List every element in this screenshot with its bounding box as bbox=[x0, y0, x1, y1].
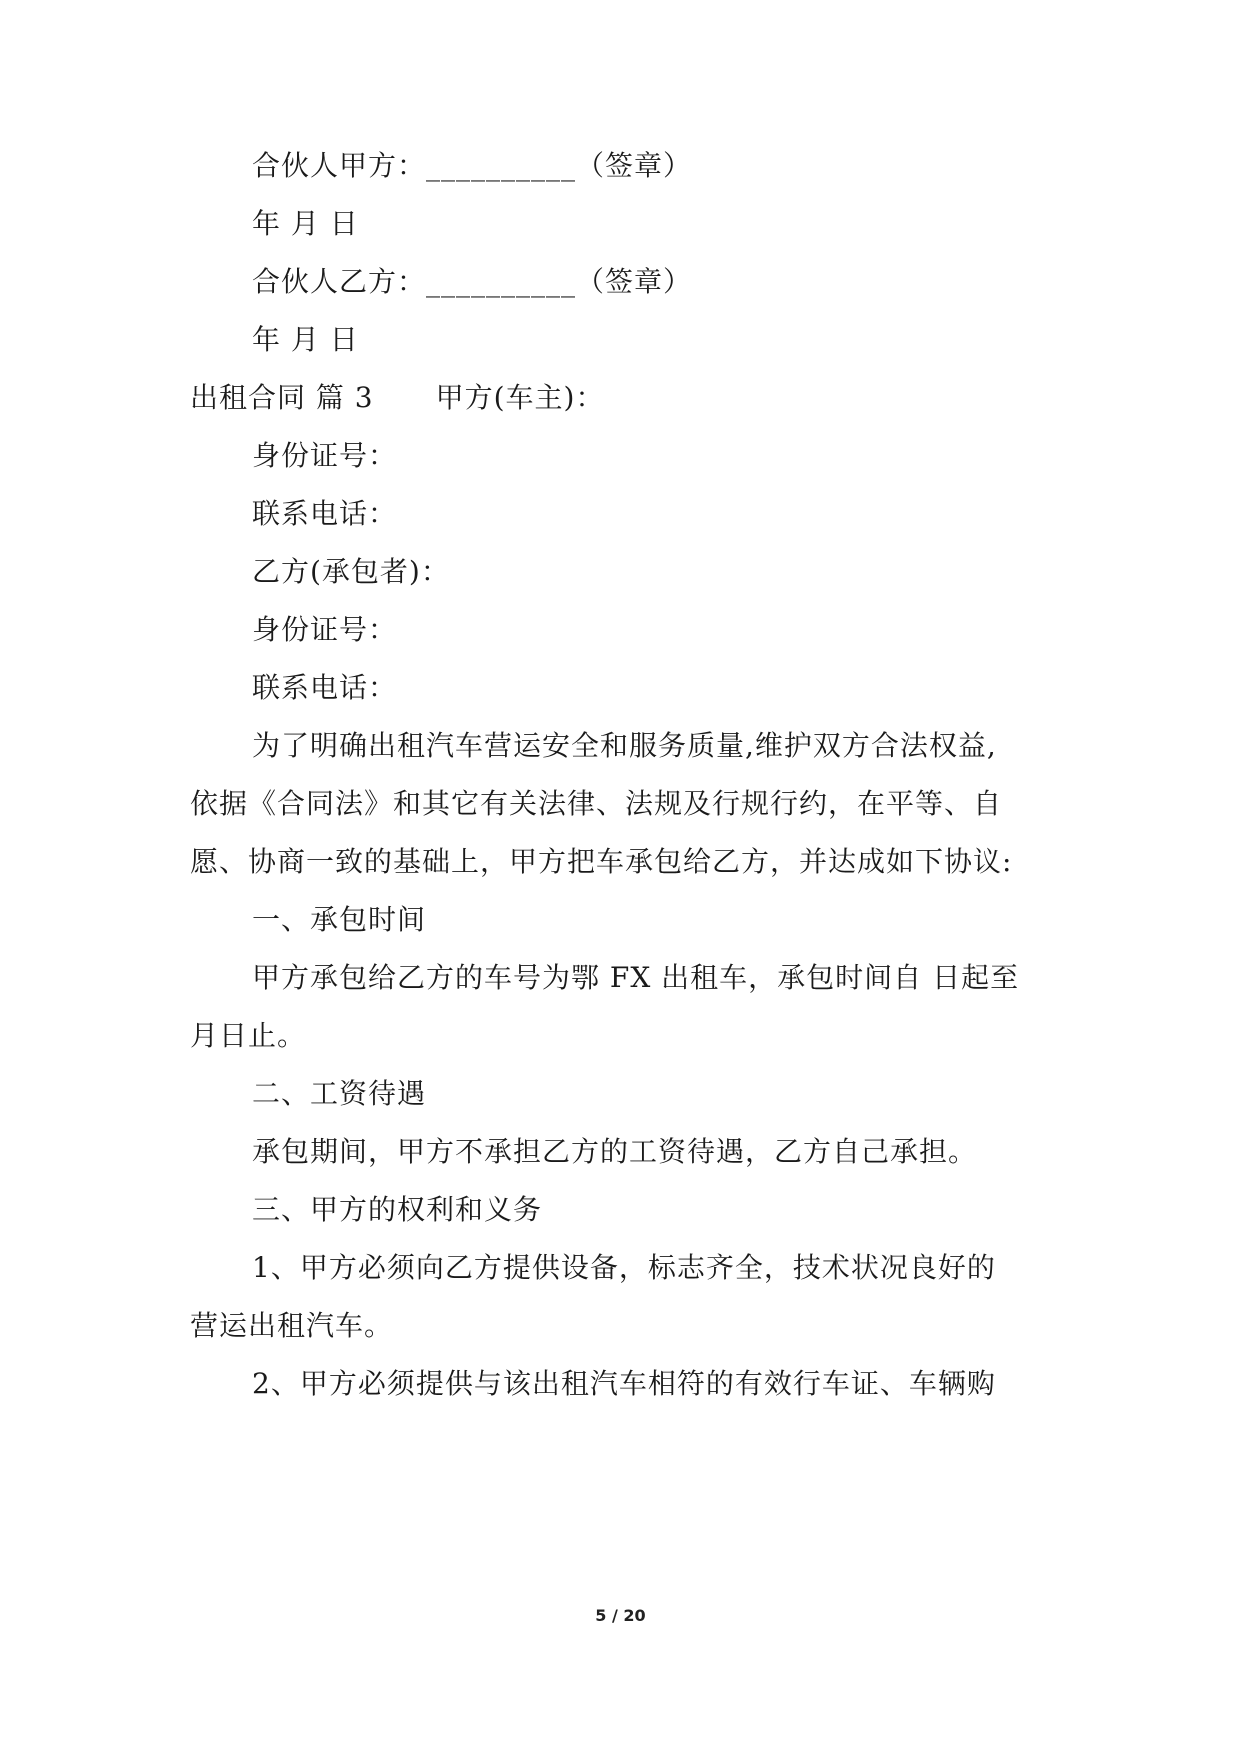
clause-heading-1: 一、承包时间 bbox=[252, 903, 427, 936]
signature-party-a: 合伙人甲方：__________（签章） bbox=[252, 149, 693, 182]
page-number: 5 / 20 bbox=[595, 1606, 646, 1625]
intro-line-2: 依据《合同法》和其它有关法律、法规及行规行约，在平等、自 bbox=[190, 787, 1003, 820]
signature-date-b: 年 月 日 bbox=[252, 323, 359, 356]
clause-1-line-2: 月日止。 bbox=[190, 1019, 307, 1052]
clause-2-text: 承包期间，甲方不承担乙方的工资待遇，乙方自己承担。 bbox=[252, 1135, 978, 1168]
section-heading-row bbox=[190, 378, 604, 418]
clause-1-line-1: 甲方承包给乙方的车号为鄂 FX 出租车，承包时间自 日起至 bbox=[252, 961, 1020, 994]
clause-heading-2: 二、工资待遇 bbox=[252, 1077, 427, 1110]
intro-line-1: 为了明确出租汽车营运安全和服务质量,维护双方合法权益, bbox=[252, 729, 997, 762]
field-phone-b: 联系电话： bbox=[252, 671, 398, 704]
clause-3-item-2-line-1: 2、甲方必须提供与该出租汽车相符的有效行车证、车辆购 bbox=[252, 1367, 996, 1400]
party-a-label: 甲方(车主)： bbox=[435, 381, 605, 414]
intro-line-3: 愿、协商一致的基础上，甲方把车承包给乙方，并达成如下协议: bbox=[190, 845, 1013, 878]
clause-heading-3: 三、甲方的权利和义务 bbox=[252, 1193, 543, 1226]
field-phone-a: 联系电话： bbox=[252, 497, 398, 530]
clause-3-item-1-line-1: 1、甲方必须向乙方提供设备，标志齐全，技术状况良好的 bbox=[252, 1251, 996, 1284]
field-id-b: 身份证号： bbox=[252, 613, 398, 646]
section-heading: 出租合同 篇 3 bbox=[190, 381, 374, 414]
clause-3-item-1-line-2: 营运出租汽车。 bbox=[190, 1309, 394, 1342]
signature-party-b: 合伙人乙方：__________（签章） bbox=[252, 265, 693, 298]
signature-date-a: 年 月 日 bbox=[252, 207, 359, 240]
field-party-b: 乙方(承包者)： bbox=[252, 555, 450, 588]
field-id-a: 身份证号： bbox=[252, 439, 398, 472]
